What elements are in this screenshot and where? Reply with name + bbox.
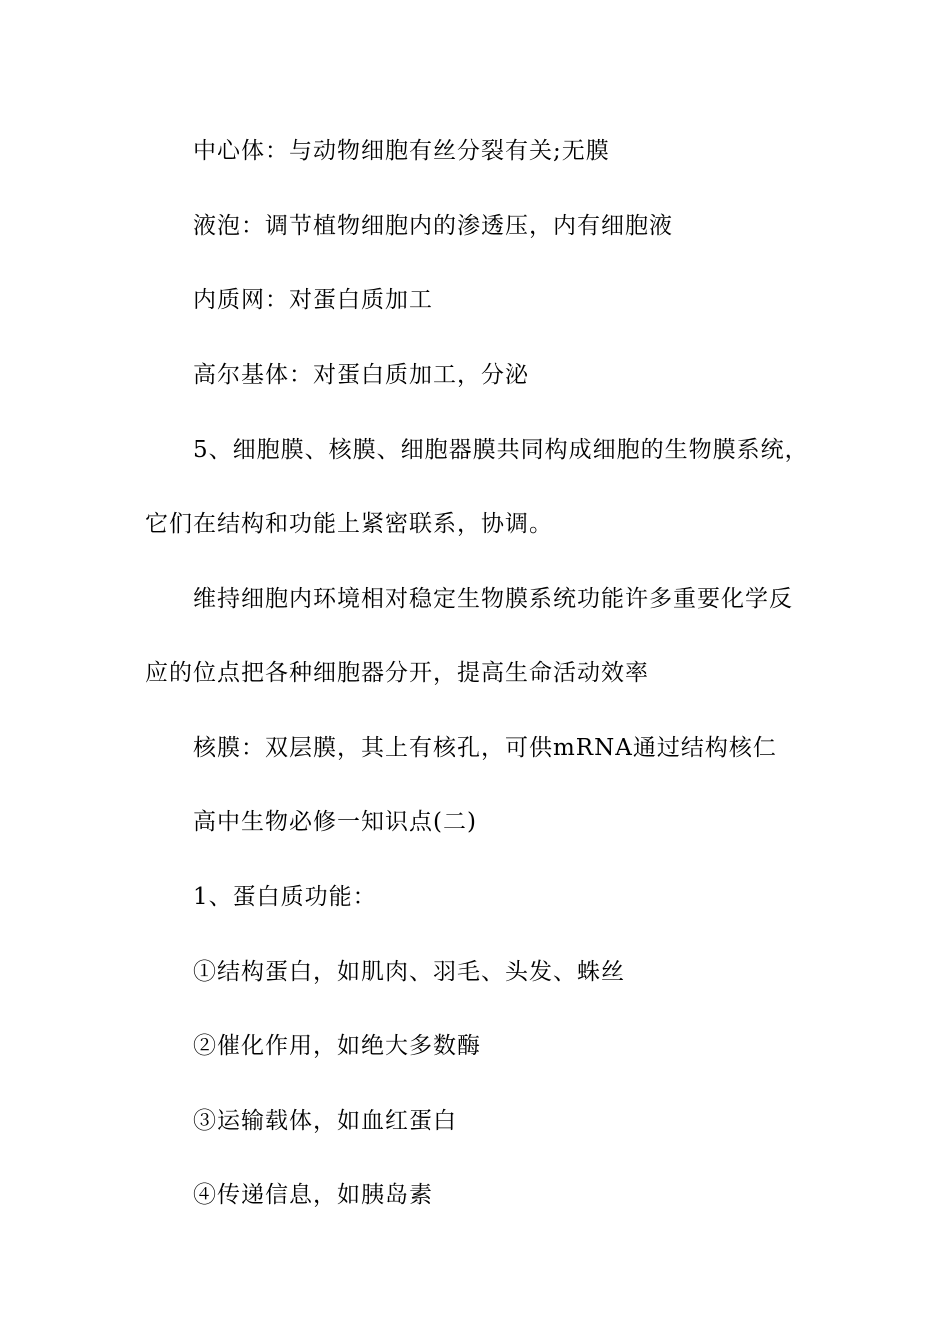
section-heading: 高中生物必修一知识点(二) [193, 809, 477, 835]
paragraph-membrane-function-line2: 应的位点把各种细胞器分开，提高生命活动效率 [145, 660, 649, 686]
paragraph-membrane-system-line2: 它们在结构和功能上紧密联系，协调。 [145, 511, 553, 537]
paragraph-protein-function-title: 1、蛋白质功能： [193, 884, 377, 910]
paragraph-golgi: 高尔基体：对蛋白质加工，分泌 [193, 362, 529, 388]
list-item-catalysis: ②催化作用，如绝大多数酶 [193, 1033, 481, 1059]
paragraph-vacuole: 液泡：调节植物细胞内的渗透压，内有细胞液 [193, 213, 673, 239]
paragraph-endoplasmic-reticulum: 内质网：对蛋白质加工 [193, 287, 433, 313]
paragraph-membrane-system-line1: 5、细胞膜、核膜、细胞器膜共同构成细胞的生物膜系统， [193, 437, 809, 463]
paragraph-nuclear-envelope: 核膜：双层膜，其上有核孔，可供mRNA通过结构核仁 [193, 735, 777, 761]
list-item-transport: ③运输载体，如血红蛋白 [193, 1108, 457, 1134]
list-item-signaling: ④传递信息，如胰岛素 [193, 1182, 433, 1208]
list-item-structural-protein: ①结构蛋白，如肌肉、羽毛、头发、蛛丝 [193, 959, 625, 985]
paragraph-centrosome: 中心体：与动物细胞有丝分裂有关;无膜 [193, 138, 610, 164]
paragraph-membrane-function-line1: 维持细胞内环境相对稳定生物膜系统功能许多重要化学反 [193, 586, 793, 612]
